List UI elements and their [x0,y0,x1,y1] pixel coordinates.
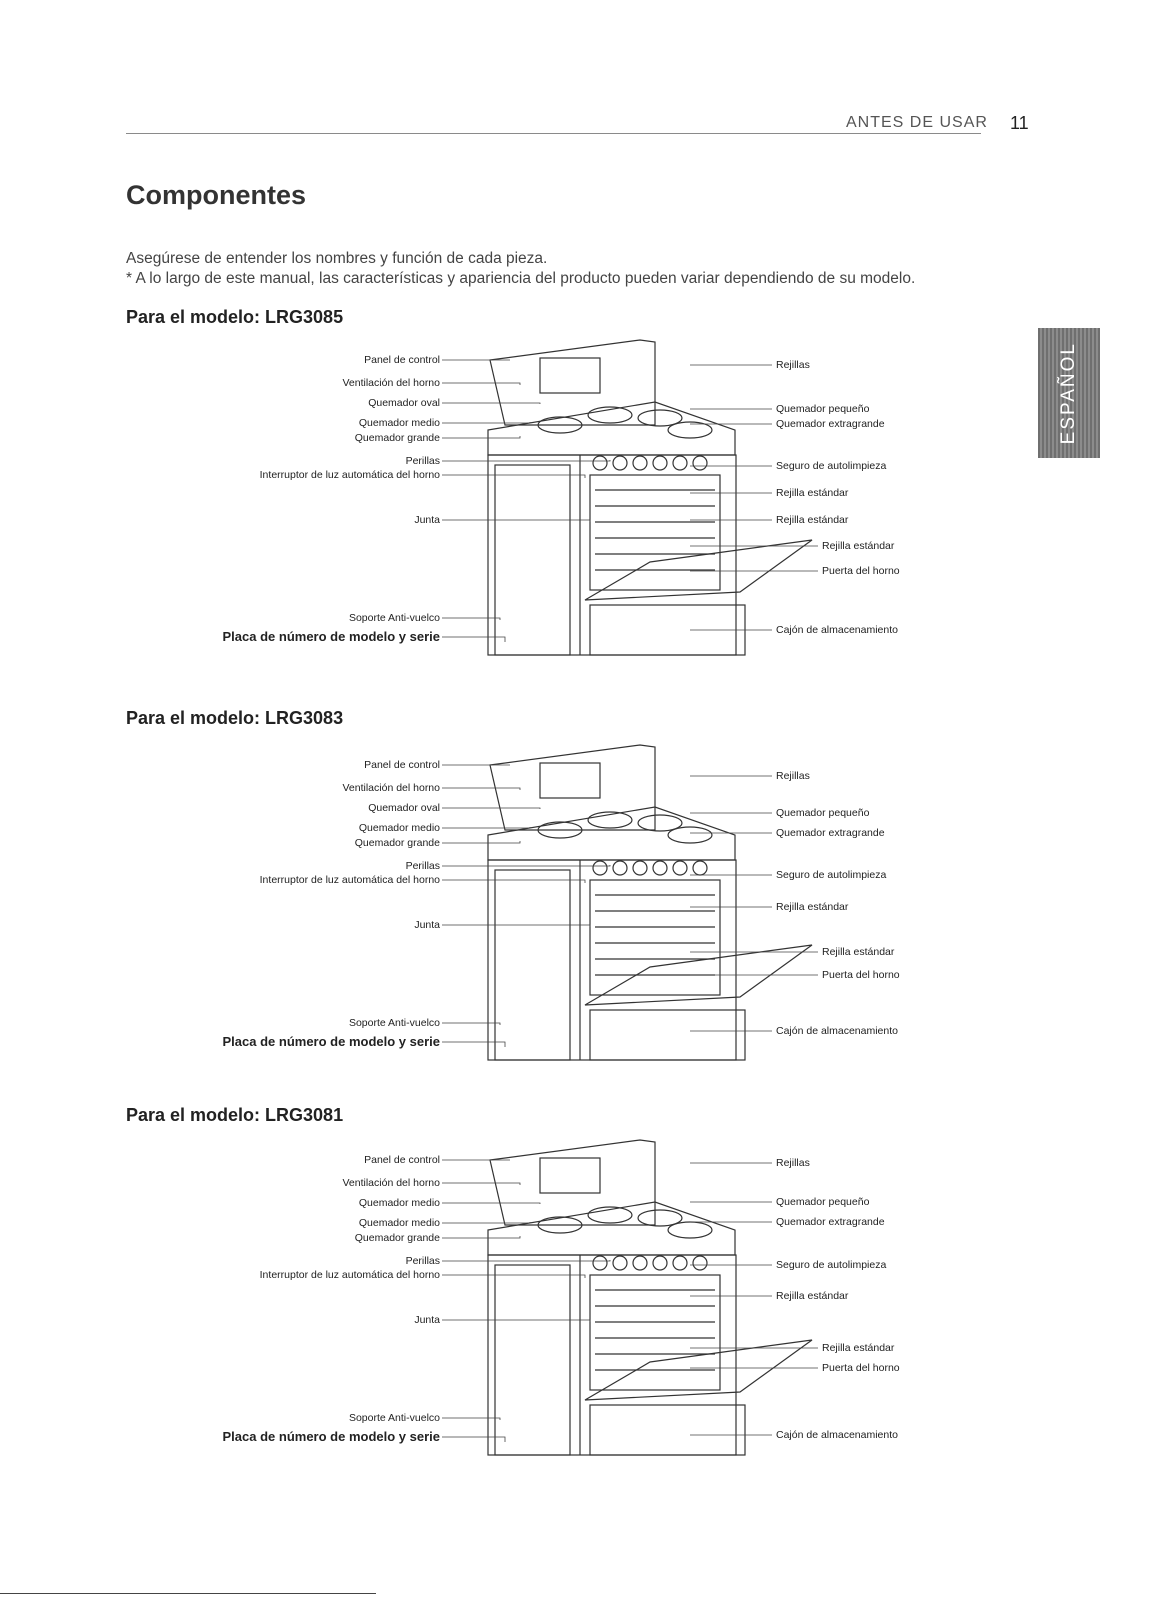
model-heading-lrg3085: Para el modelo: LRG3085 [126,307,344,327]
left-label: Soporte Anti-vuelco [348,1017,440,1029]
model-heading-lrg3083: Para el modelo: LRG3083 [126,708,344,728]
intro-line: Asegúrese de entender los nombres y función de cada pieza. [126,250,548,267]
page-number: 11 [1010,113,1029,133]
left-label: Quemador grande [354,1232,440,1244]
right-label: Rejilla estándar [776,901,849,913]
language-tab-label: ESPAÑOL [1058,341,1079,445]
left-label: Panel de control [364,354,440,366]
range-illustration [0,1130,1173,1490]
right-label: Quemador pequeño [776,807,870,819]
right-label: Puerta del horno [822,1362,900,1374]
right-label: Puerta del horno [822,565,900,577]
right-label: Quemador extragrande [776,827,885,839]
right-label: Quemador extragrande [776,1216,885,1228]
right-label: Cajón de almacenamiento [776,1025,898,1037]
right-label: Rejillas [776,359,810,371]
diagram-lrg3083 [0,735,1173,1095]
right-label: Cajón de almacenamiento [776,624,898,636]
right-label: Seguro de autolimpieza [776,460,887,472]
right-label: Quemador pequeño [776,403,870,415]
right-label: Seguro de autolimpieza [776,1259,887,1271]
left-label: Quemador medio [358,417,440,429]
left-label: Perillas [405,455,440,467]
diagram-lrg3085 [0,330,1173,690]
left-label: Interruptor de luz automática del horno [259,1269,440,1281]
left-label: Junta [414,1314,440,1326]
left-label: Ventilación del horno [342,377,440,389]
right-label: Rejilla estándar [776,514,849,526]
left-label: Ventilación del horno [342,1177,440,1189]
left-label: Junta [414,514,440,526]
right-label: Rejilla estándar [776,487,849,499]
left-label: Panel de control [364,1154,440,1166]
model-heading-lrg3081: Para el modelo: LRG3081 [126,1105,344,1125]
range-illustration [0,735,1173,1095]
section-name: ANTES DE USAR [846,114,988,131]
left-label: Quemador grande [354,837,440,849]
right-label: Cajón de almacenamiento [776,1429,898,1441]
left-label: Quemador medio [358,1217,440,1229]
range-illustration [0,330,1173,690]
right-label: Rejilla estándar [822,540,895,552]
left-label: Perillas [405,1255,440,1267]
right-label: Quemador pequeño [776,1196,870,1208]
left-label: Junta [414,919,440,931]
left-label: Soporte Anti-vuelco [348,612,440,624]
left-label: Perillas [405,860,440,872]
left-label: Soporte Anti-vuelco [348,1412,440,1424]
footer-rule [0,1593,376,1594]
diagram-lrg3081 [0,1130,1173,1490]
left-label: Quemador medio [358,1197,440,1209]
left-label: Quemador oval [368,397,440,409]
right-label: Rejillas [776,1157,810,1169]
left-label: Placa de número de modelo y serie [222,1429,440,1444]
left-label: Placa de número de modelo y serie [222,629,440,644]
intro-note: * A lo largo de este manual, las características y apariencia del producto pueden variar dependiendo de su modelo. [126,270,916,287]
right-label: Quemador extragrande [776,418,885,430]
left-label: Placa de número de modelo y serie [222,1034,440,1049]
left-label: Quemador oval [368,802,440,814]
left-label: Panel de control [364,759,440,771]
left-label: Interruptor de luz automática del horno [259,469,440,481]
right-label: Rejilla estándar [822,946,895,958]
right-label: Rejilla estándar [776,1290,849,1302]
left-label: Quemador grande [354,432,440,444]
right-label: Puerta del horno [822,969,900,981]
right-label: Rejilla estándar [822,1342,895,1354]
right-label: Seguro de autolimpieza [776,869,887,881]
page-title: Componentes [126,180,307,210]
left-label: Quemador medio [358,822,440,834]
left-label: Ventilación del horno [342,782,440,794]
header-rule [126,133,981,134]
left-label: Interruptor de luz automática del horno [259,874,440,886]
right-label: Rejillas [776,770,810,782]
